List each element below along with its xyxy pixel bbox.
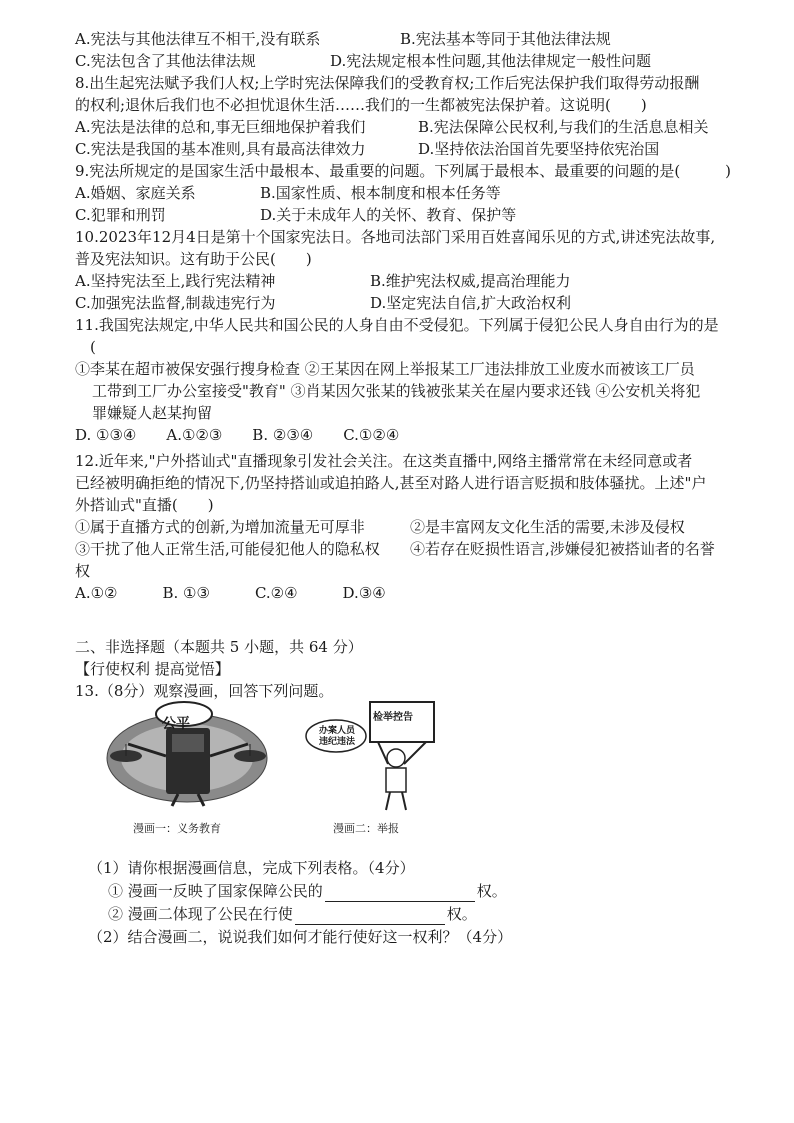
q8-option-c: C.宪法是我国的基本准则,具有最高法律效力 [75, 140, 366, 158]
q13-sub1-item1-prefix: ① 漫画一反映了国家保障公民的 [108, 882, 323, 900]
section2-title: 二、非选择题（本题共 5 小题，共 64 分） [75, 638, 363, 656]
q9-option-d: D.关于未成年人的关怀、教育、保护等 [260, 206, 517, 224]
q12-stem-line1: 12.近年来,"户外搭讪式"直播现象引发社会关注。在这类直播中,网络主播常常在未经同意或者 [75, 452, 693, 470]
q7-option-c: C.宪法包含了其他法律法规 [75, 52, 256, 70]
q12-statement-3: ③干扰了他人正常生活,可能侵犯他人的隐私权 [75, 540, 380, 558]
q9-stem: 9.宪法所规定的是国家生活中最根本、最重要的问题。下列属于最根本、最重要的问题的是( ) [75, 162, 732, 180]
q7-option-b: B.宪法基本等同于其他法律法规 [400, 30, 611, 48]
q13-sub1: （1）请你根据漫画信息，完成下列表格。（4分） [88, 859, 415, 877]
q10-option-c: C.加强宪法监督,制裁违宪行为 [75, 294, 276, 312]
q12-statement-4-cont: 权 [75, 562, 91, 580]
q9-option-c: C.犯罪和刑罚 [75, 206, 166, 224]
q9-option-b: B.国家性质、根本制度和根本任务等 [260, 184, 501, 202]
q11-choices: D. ①③④ A.①②③ B. ②③④ C.①②④ [75, 426, 400, 444]
section2-topic: 【行使权利 提高觉悟】 [75, 660, 230, 678]
q11-statements-line1: ①李某在超市被保安强行搜身检查 ②王某因在网上举报某工厂违法排放工业废水而被该工厂员 [75, 360, 695, 378]
q12-stem-line2: 已经被明确拒绝的情况下,仍坚持搭讪或追拍路人,甚至对路人进行语言贬损和肢体骚扰。上述"户 [75, 474, 707, 492]
q10-stem-line2: 普及宪法知识。这有助于公民( ) [75, 250, 312, 268]
q13-sub1-item1-suffix: 权。 [476, 882, 507, 900]
q10-option-b: B.维护宪法权威,提高治理能力 [370, 272, 571, 290]
q11-statements-line3: 罪嫌疑人赵某拘留 [92, 404, 213, 422]
q12-stem-line3: 外搭讪式"直播( ) [75, 496, 214, 514]
q10-stem-line1: 10.2023年12月4日是第十个国家宪法日。各地司法部门采用百姓喜闻乐见的方式,讲述宪法故事, [75, 228, 716, 246]
q11-stem-line1: 11.我国宪法规定,中华人民共和国公民的人身自由不受侵犯。下列属于侵犯公民人身自由行为的是 [75, 316, 719, 334]
comic2-sign: 检举控告 [373, 712, 413, 723]
q13-stem: 13.（8分）观察漫画，回答下列问题。 [75, 682, 334, 700]
q8-stem-line2: 的权利;退休后我们也不必担忧退休生活……我们的一生都被宪法保护着。这说明( ) [75, 96, 647, 114]
q13-sub1-item2 [108, 903, 477, 925]
q7-option-a: A.宪法与其他法律互不相干,没有联系 [75, 30, 321, 48]
q11-stem-line2: ( [90, 338, 96, 356]
q13-sub1-item1 [108, 880, 507, 902]
comic1-sign: 公平 [162, 716, 190, 732]
q12-statement-1: ①属于直播方式的创新,为增加流量无可厚非 [75, 518, 365, 536]
q13-sub1-item2-prefix: ② 漫画二体现了公民在行使 [108, 905, 293, 923]
q8-option-d: D.坚持依法治国首先要坚持依宪治国 [418, 140, 660, 158]
q8-stem-line1: 8.出生起宪法赋予我们人权;上学时宪法保障我们的受教育权;工作后宪法保护我们取得劳动报酬 [75, 74, 700, 92]
q8-option-b: B.宪法保障公民权利,与我们的生活息息相关 [418, 118, 709, 136]
q7-option-d: D.宪法规定根本性问题,其他法律规定一般性问题 [330, 52, 652, 70]
comic2-caption: 漫画二：举报 [333, 822, 399, 835]
q13-sub1-item1-blank[interactable] [325, 886, 475, 902]
q12-choices: A.①② B. ①③ C.②④ D.③④ [75, 584, 386, 602]
q9-option-a: A.婚姻、家庭关系 [75, 184, 196, 202]
q13-sub1-item2-suffix: 权。 [446, 905, 477, 923]
comic2-speech-bubble: 办案人员违纪违法 [318, 726, 355, 747]
q13-sub2: （2）结合漫画二，说说我们如何才能行使好这一权利？（4分） [88, 928, 513, 946]
q13-sub1-item2-blank[interactable] [295, 909, 445, 925]
q11-statements-line2: 工带到工厂办公室接受"教育" ③肖某因欠张某的钱被张某关在屋内要求还钱 ④公安机关将犯 [92, 382, 701, 400]
comic1-caption: 漫画一：义务教育 [133, 822, 221, 835]
q10-option-d: D.坚定宪法自信,扩大政治权利 [370, 294, 572, 312]
q10-option-a: A.坚持宪法至上,践行宪法精神 [75, 272, 276, 290]
q8-option-a: A.宪法是法律的总和,事无巨细地保护着我们 [75, 118, 366, 136]
q12-statement-2: ②是丰富网友文化生活的需要,未涉及侵权 [410, 518, 685, 536]
q12-statement-4: ④若存在贬损性语言,涉嫌侵犯被搭讪者的名誉 [410, 540, 715, 558]
